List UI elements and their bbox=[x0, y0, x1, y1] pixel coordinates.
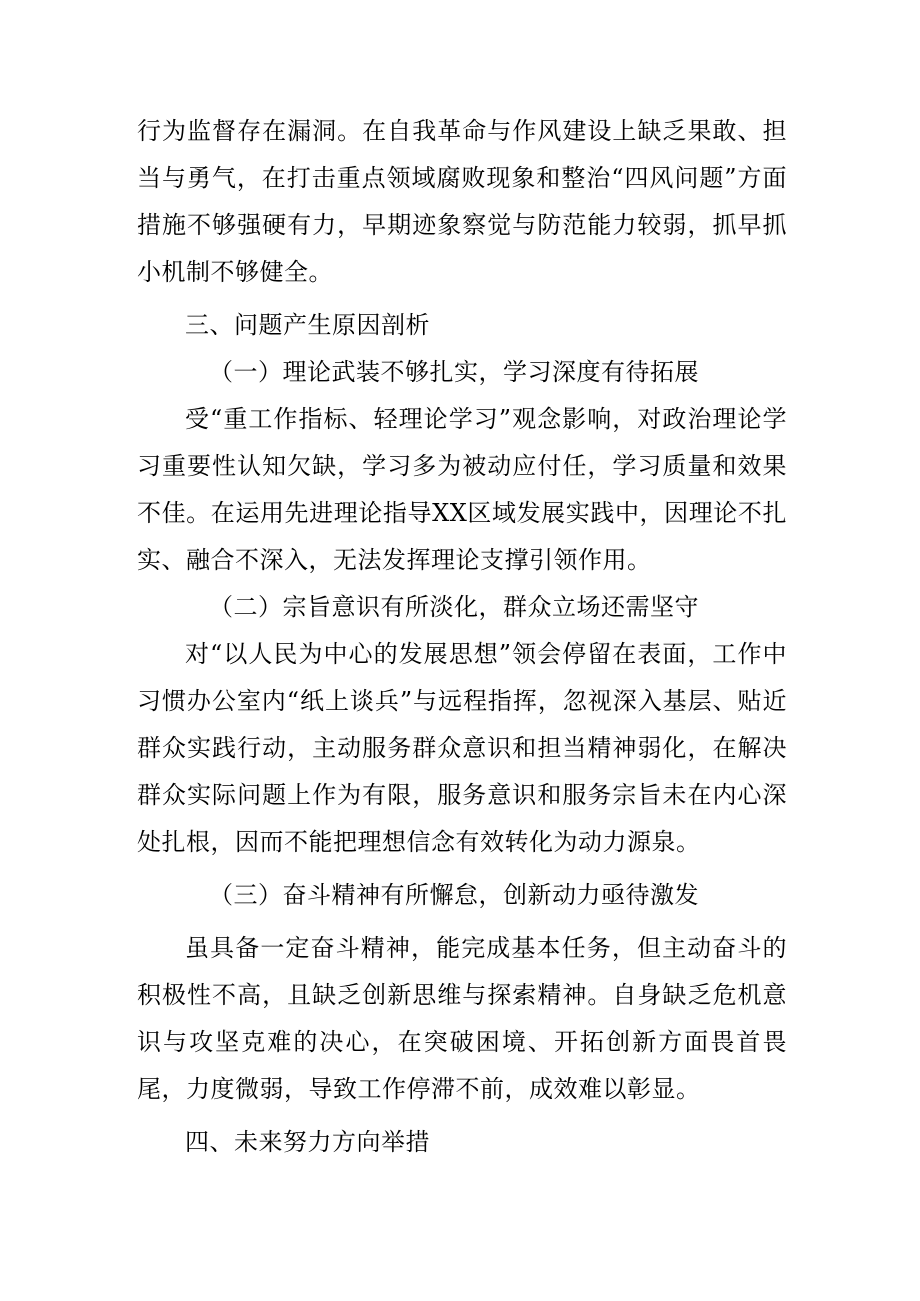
subheading-two: （二）宗旨意识有所淡化，群众立场还需坚守 bbox=[209, 593, 699, 621]
section-heading-four: 四、未来努力方向举措 bbox=[185, 1128, 430, 1156]
subheading-one: （一）理论武装不够扎实，学习深度有待拓展 bbox=[209, 358, 699, 386]
document-body bbox=[137, 108, 787, 1166]
section-heading-three: 三、问题产生原因剖析 bbox=[185, 311, 430, 339]
paragraph-theory: 受“重工作指标、轻理论学习”观念影响，对政治理论学习重要性认知欠缺，学习多为被动应付任，学习质量和效果不佳。在运用先进理论指导XX区域发展实践中，因理论不扎实、融合不深入，无法发挥理论支撑引领作用。 bbox=[137, 405, 787, 574]
paragraph-people: 对“以人民为中心的发展思想”领会停留在表面，工作中习惯办公室内“纸上谈兵”与远程指挥，忽视深入基层、贴近群众实践行动，主动服务群众意识和担当精神弱化，在解决群众实际问题上作为有限，服务意识和服务宗旨未在内心深处扎根，因而不能把理想信念有效转化为动力源泉。 bbox=[137, 640, 787, 856]
subheading-three: （三）奋斗精神有所懈怠，创新动力亟待激发 bbox=[209, 881, 699, 909]
paragraph-struggle: 虽具备一定奋斗精神，能完成基本任务，但主动奋斗的积极性不高，且缺乏创新思维与探索精神。自身缺乏危机意识与攻坚克难的决心，在突破困境、开拓创新方面畏首畏尾，力度微弱，导致工作停滞不前，成效难以彰显。 bbox=[137, 934, 787, 1103]
paragraph-continued: 行为监督存在漏洞。在自我革命与作风建设上缺乏果敢、担当与勇气，在打击重点领域腐败现象和整治“四风问题”方面措施不够强硬有力，早期迹象察觉与防范能力较弱，抓早抓小机制不够健全。 bbox=[137, 117, 787, 286]
